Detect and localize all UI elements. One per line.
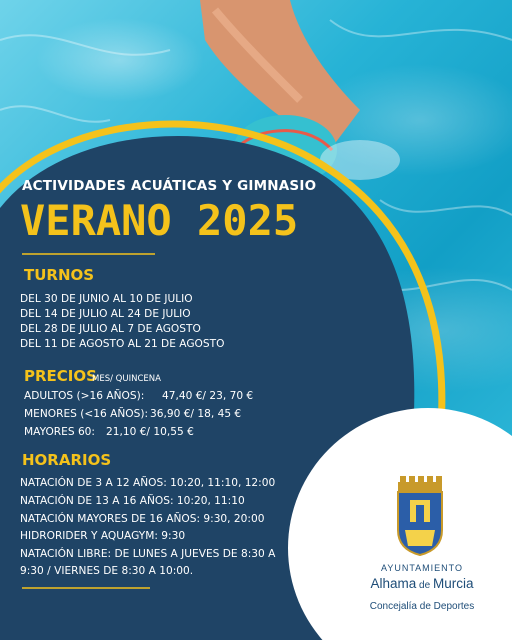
horario-item: NATACIÓN LIBRE: DE LUNES A JUEVES DE 8:30 A — [20, 548, 276, 560]
precio-label: MAYORES 60: — [24, 426, 95, 438]
horario-item: NATACIÓN DE 3 A 12 AÑOS: 10:20, 11:10, 12:00 — [20, 477, 276, 489]
horario-item: 9:30 / VIERNES DE 8:30 A 10:00. — [20, 565, 194, 577]
page-title: VERANO 2025 — [20, 196, 299, 245]
logo-de: de — [416, 580, 433, 591]
logo-alhama: Alhama — [370, 576, 417, 591]
precio-label: ADULTOS (>16 AÑOS): — [24, 390, 145, 402]
logo-line2 — [354, 576, 490, 591]
turno-item: DEL 14 DE JULIO AL 24 DE JULIO — [20, 308, 191, 320]
horario-item: NATACIÓN DE 13 A 16 AÑOS: 10:20, 11:10 — [20, 495, 245, 507]
precio-value: 47,40 €/ 23, 70 € — [162, 390, 254, 402]
horarios-heading: HORARIOS — [22, 451, 112, 469]
logo-line1: AYUNTAMIENTO — [380, 563, 463, 573]
subtitle: ACTIVIDADES ACUÁTICAS Y GIMNASIO — [22, 178, 317, 194]
coat-of-arms-icon — [398, 476, 442, 555]
turnos-heading: TURNOS — [24, 266, 95, 284]
precios-note: MES/ QUINCENA — [92, 374, 161, 384]
precio-value: 36,90 €/ 18, 45 € — [150, 408, 242, 420]
horario-item: HIDRORIDER Y AQUAGYM: 9:30 — [20, 530, 186, 542]
precios-heading: PRECIOS — [24, 367, 97, 385]
precio-value: 21,10 €/ 10,55 € — [106, 426, 194, 438]
turno-item: DEL 11 DE AGOSTO AL 21 DE AGOSTO — [20, 338, 225, 350]
turno-item: DEL 28 DE JULIO AL 7 DE AGOSTO — [20, 323, 201, 335]
logo-murcia: Murcia — [432, 576, 474, 591]
horario-item: NATACIÓN MAYORES DE 16 AÑOS: 9:30, 20:00 — [20, 513, 265, 525]
logo-line3: Concejalía de Deportes — [369, 601, 475, 612]
precio-label: MENORES (<16 AÑOS): — [24, 408, 149, 420]
turno-item: DEL 30 DE JUNIO AL 10 DE JULIO — [20, 293, 193, 305]
